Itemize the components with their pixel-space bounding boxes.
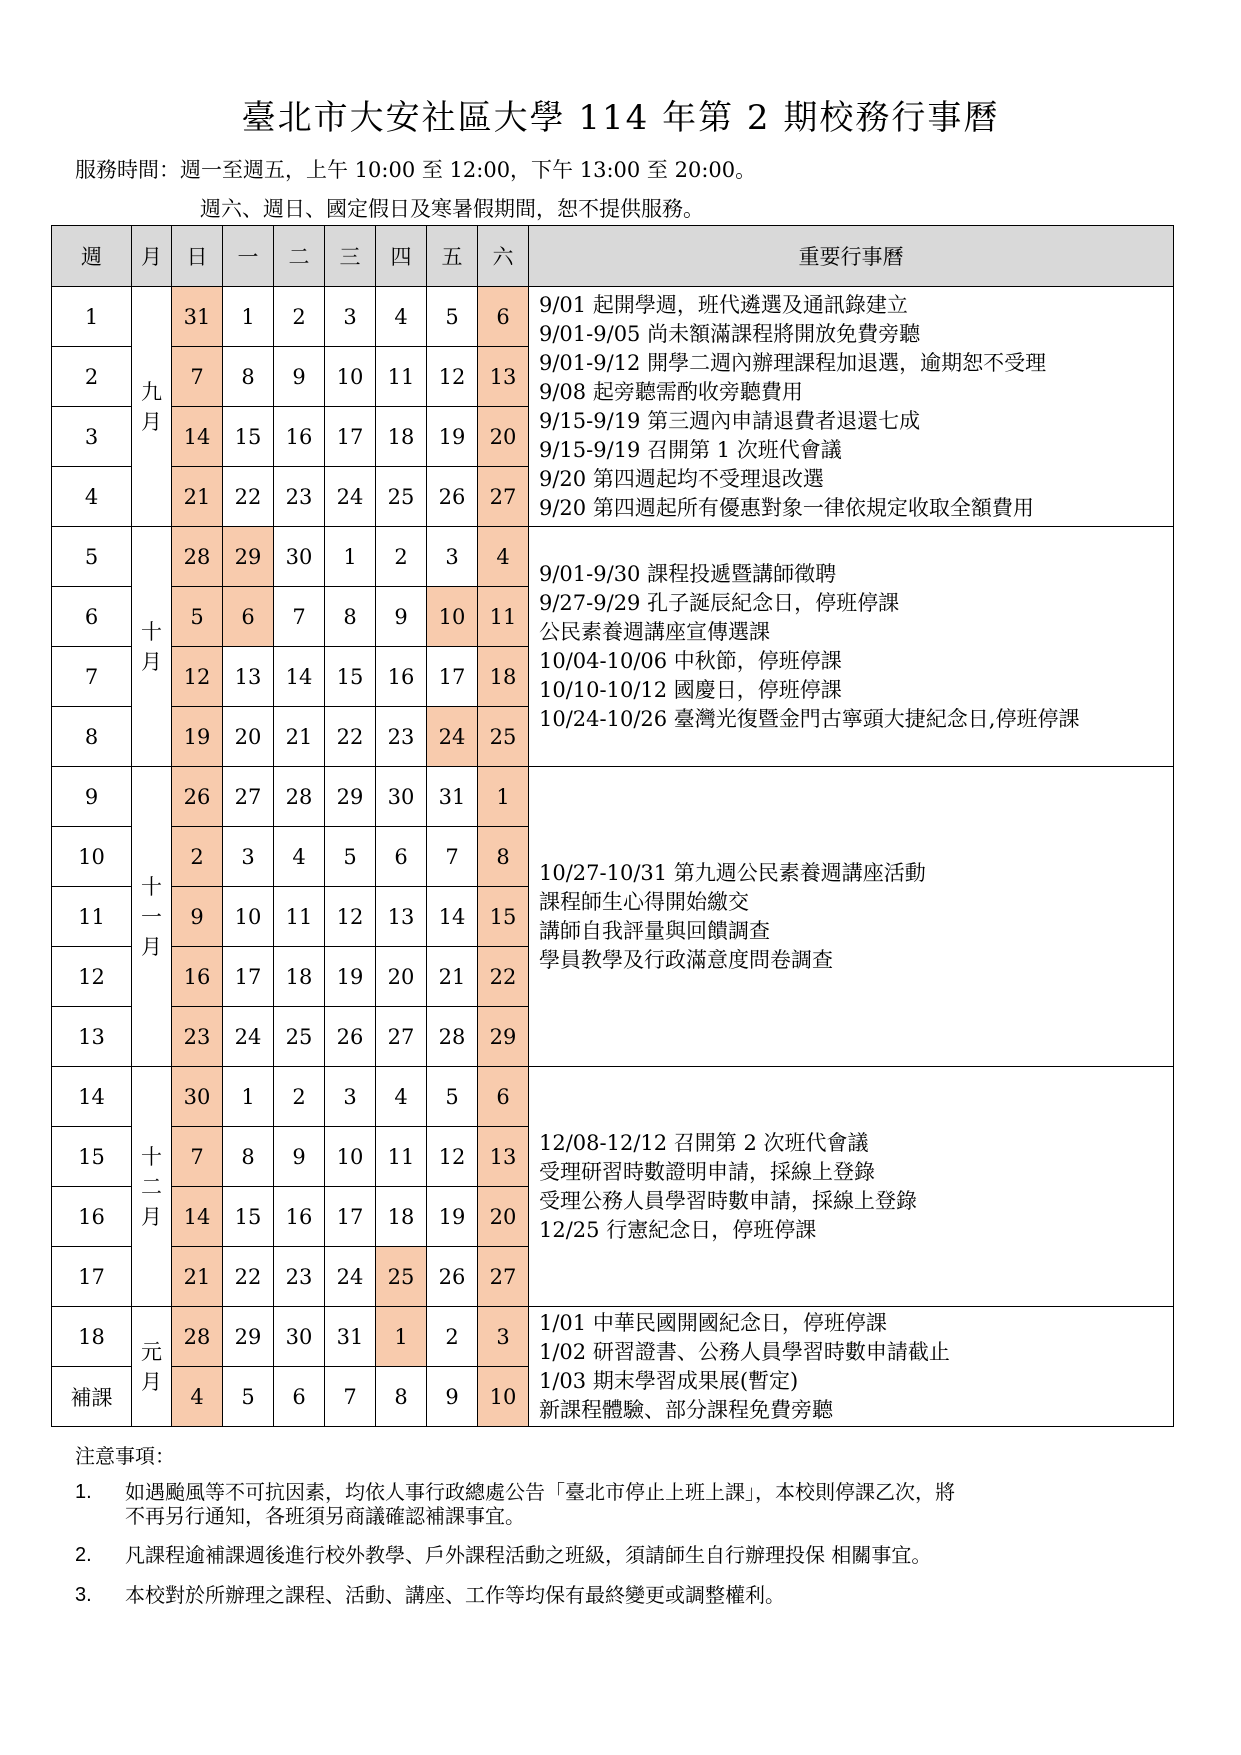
day-cell-sat: 10 [478, 1367, 529, 1427]
day-cell-wed: 8 [325, 587, 376, 647]
month-char: 十 [141, 1144, 162, 1169]
day-cell-thu: 2 [376, 527, 427, 587]
day-cell-thu: 6 [376, 827, 427, 887]
week-number: 12 [52, 947, 132, 1007]
day-cell-sun: 4 [172, 1367, 223, 1427]
event-item: 新課程體驗、部分課程免費旁聽 [539, 1397, 833, 1422]
day-cell-sat: 27 [478, 467, 529, 527]
event-item: 受理研習時數證明申請，採線上登錄 [539, 1159, 875, 1184]
day-cell-fri: 19 [427, 1187, 478, 1247]
day-cell-mon: 3 [223, 827, 274, 887]
day-cell-mon: 8 [223, 347, 274, 407]
note-text: 不再另行通知，各班須另商議確認補課事宜。 [125, 1504, 525, 1528]
month-char: 二 [141, 1174, 162, 1199]
day-cell-thu: 18 [376, 407, 427, 467]
event-item: 10/27-10/31 第九週公民素養週講座活動 [539, 860, 926, 885]
day-cell-sat: 6 [478, 287, 529, 347]
header-day-fri: 五 [427, 226, 478, 287]
events-november [529, 767, 1174, 1067]
event-item: 9/15-9/19 召開第 1 次班代會議 [539, 437, 842, 462]
day-cell-thu: 25 [376, 1247, 427, 1307]
note-text: 凡課程逾補課週後進行校外教學、戶外課程活動之班級，須請師生自行辦理投保 相關事宜。 [125, 1543, 932, 1567]
day-cell-fri: 26 [427, 1247, 478, 1307]
day-cell-tue: 28 [274, 767, 325, 827]
day-cell-tue: 4 [274, 827, 325, 887]
day-cell-fri: 2 [427, 1307, 478, 1367]
day-cell-sat: 13 [478, 347, 529, 407]
header-day-wed: 三 [325, 226, 376, 287]
day-cell-sun: 12 [172, 647, 223, 707]
day-cell-thu: 11 [376, 347, 427, 407]
event-item: 12/25 行憲紀念日，停班停課 [539, 1217, 817, 1242]
week-number: 7 [52, 647, 132, 707]
header-day-tue: 二 [274, 226, 325, 287]
day-cell-sat: 8 [478, 827, 529, 887]
day-cell-wed: 10 [325, 347, 376, 407]
day-cell-sun: 23 [172, 1007, 223, 1067]
day-cell-wed: 17 [325, 407, 376, 467]
month-label [132, 1307, 172, 1427]
week-number: 17 [52, 1247, 132, 1307]
day-cell-thu: 13 [376, 887, 427, 947]
day-cell-fri: 24 [427, 707, 478, 767]
table-row [52, 287, 1174, 347]
week-number: 3 [52, 407, 132, 467]
day-cell-fri: 12 [427, 347, 478, 407]
day-cell-sat: 15 [478, 887, 529, 947]
day-cell-tue: 7 [274, 587, 325, 647]
note-number: 2. [75, 1544, 92, 1566]
day-cell-wed: 19 [325, 947, 376, 1007]
event-item: 12/08-12/12 召開第 2 次班代會議 [539, 1130, 869, 1155]
month-char: 月 [141, 409, 162, 434]
day-cell-thu: 18 [376, 1187, 427, 1247]
day-cell-tue: 2 [274, 287, 325, 347]
day-cell-mon: 15 [223, 1187, 274, 1247]
day-cell-wed: 22 [325, 707, 376, 767]
month-char: 元 [141, 1339, 162, 1364]
header-row [52, 226, 1174, 287]
week-number: 1 [52, 287, 132, 347]
header-week: 週 [52, 226, 132, 287]
day-cell-sun: 21 [172, 467, 223, 527]
day-cell-mon: 29 [223, 527, 274, 587]
day-cell-fri: 28 [427, 1007, 478, 1067]
notes-heading: 注意事項： [75, 1444, 175, 1468]
day-cell-mon: 1 [223, 287, 274, 347]
day-cell-wed: 17 [325, 1187, 376, 1247]
day-cell-sat: 20 [478, 1187, 529, 1247]
day-cell-thu: 30 [376, 767, 427, 827]
service-hours: 服務時間：週一至週五，上午 10:00 至 12:00，下午 13:00 至 20:00。 [75, 158, 757, 182]
month-char: 十 [141, 619, 162, 644]
day-cell-tue: 6 [274, 1367, 325, 1427]
day-cell-wed: 12 [325, 887, 376, 947]
day-cell-sat: 20 [478, 407, 529, 467]
day-cell-sun: 7 [172, 1127, 223, 1187]
day-cell-sat: 6 [478, 1067, 529, 1127]
event-item: 1/03 期末學習成果展(暫定) [539, 1368, 799, 1393]
day-cell-tue: 14 [274, 647, 325, 707]
day-cell-fri: 10 [427, 587, 478, 647]
day-cell-wed: 1 [325, 527, 376, 587]
day-cell-fri: 5 [427, 1067, 478, 1127]
month-label [132, 287, 172, 527]
day-cell-mon: 24 [223, 1007, 274, 1067]
event-item: 受理公務人員學習時數申請，採線上登錄 [539, 1188, 917, 1213]
event-item: 9/20 第四週起所有優惠對象一律依規定收取全額費用 [539, 495, 1034, 520]
month-label [132, 527, 172, 767]
day-cell-sun: 14 [172, 1187, 223, 1247]
event-item: 9/27-9/29 孔子誕辰紀念日，停班停課 [539, 590, 900, 615]
day-cell-tue: 30 [274, 527, 325, 587]
day-cell-fri: 26 [427, 467, 478, 527]
day-cell-sun: 21 [172, 1247, 223, 1307]
day-cell-mon: 22 [223, 1247, 274, 1307]
day-cell-tue: 16 [274, 407, 325, 467]
week-number: 6 [52, 587, 132, 647]
day-cell-sat: 1 [478, 767, 529, 827]
day-cell-mon: 20 [223, 707, 274, 767]
day-cell-sat: 3 [478, 1307, 529, 1367]
day-cell-wed: 26 [325, 1007, 376, 1067]
week-number: 11 [52, 887, 132, 947]
table-row [52, 1307, 1174, 1367]
day-cell-tue: 21 [274, 707, 325, 767]
week-number: 14 [52, 1067, 132, 1127]
day-cell-sat: 4 [478, 527, 529, 587]
day-cell-tue: 11 [274, 887, 325, 947]
event-item: 9/01-9/05 尚未額滿課程將開放免費旁聽 [539, 321, 921, 346]
day-cell-sat: 11 [478, 587, 529, 647]
month-char: 十 [141, 874, 162, 899]
day-cell-mon: 27 [223, 767, 274, 827]
day-cell-mon: 17 [223, 947, 274, 1007]
header-day-mon: 一 [223, 226, 274, 287]
day-cell-mon: 10 [223, 887, 274, 947]
event-item: 9/01-9/30 課程投遞暨講師徵聘 [539, 561, 837, 586]
month-char: 月 [141, 934, 162, 959]
week-number: 4 [52, 467, 132, 527]
event-item: 9/08 起旁聽需酌收旁聽費用 [539, 379, 803, 404]
table-row [52, 1067, 1174, 1127]
month-char: 月 [141, 1204, 162, 1229]
events-december [529, 1067, 1174, 1307]
day-cell-thu: 4 [376, 1067, 427, 1127]
day-cell-tue: 2 [274, 1067, 325, 1127]
week-number: 16 [52, 1187, 132, 1247]
event-item: 1/01 中華民國開國紀念日，停班停課 [539, 1310, 887, 1335]
event-item: 10/10-10/12 國慶日，停班停課 [539, 677, 842, 702]
header-month: 月 [132, 226, 172, 287]
day-cell-fri: 9 [427, 1367, 478, 1427]
day-cell-tue: 30 [274, 1307, 325, 1367]
events-september [529, 287, 1174, 527]
header-day-thu: 四 [376, 226, 427, 287]
day-cell-thu: 25 [376, 467, 427, 527]
day-cell-fri: 5 [427, 287, 478, 347]
day-cell-sun: 9 [172, 887, 223, 947]
day-cell-fri: 19 [427, 407, 478, 467]
day-cell-tue: 23 [274, 467, 325, 527]
day-cell-wed: 3 [325, 287, 376, 347]
page-title: 臺北市大安社區大學 114 年第 2 期校務行事曆 [241, 98, 1000, 138]
week-number: 13 [52, 1007, 132, 1067]
header-events: 重要行事曆 [529, 226, 1174, 287]
day-cell-sat: 22 [478, 947, 529, 1007]
week-number: 18 [52, 1307, 132, 1367]
day-cell-thu: 8 [376, 1367, 427, 1427]
day-cell-wed: 7 [325, 1367, 376, 1427]
day-cell-tue: 23 [274, 1247, 325, 1307]
event-item: 9/20 第四週起均不受理退改選 [539, 466, 824, 491]
events-october [529, 527, 1174, 767]
day-cell-thu: 27 [376, 1007, 427, 1067]
table-row [52, 767, 1174, 827]
day-cell-fri: 12 [427, 1127, 478, 1187]
day-cell-thu: 20 [376, 947, 427, 1007]
day-cell-thu: 16 [376, 647, 427, 707]
day-cell-thu: 1 [376, 1307, 427, 1367]
day-cell-tue: 16 [274, 1187, 325, 1247]
day-cell-sat: 29 [478, 1007, 529, 1067]
day-cell-mon: 22 [223, 467, 274, 527]
month-char: 九 [141, 379, 162, 404]
day-cell-sun: 28 [172, 527, 223, 587]
event-item: 9/15-9/19 第三週內申請退費者退還七成 [539, 408, 921, 433]
day-cell-sat: 27 [478, 1247, 529, 1307]
day-cell-fri: 7 [427, 827, 478, 887]
day-cell-tue: 9 [274, 1127, 325, 1187]
day-cell-fri: 21 [427, 947, 478, 1007]
day-cell-fri: 17 [427, 647, 478, 707]
day-cell-thu: 11 [376, 1127, 427, 1187]
day-cell-wed: 31 [325, 1307, 376, 1367]
service-hours-note: 週六、週日、國定假日及寒暑假期間，恕不提供服務。 [200, 197, 704, 221]
day-cell-wed: 3 [325, 1067, 376, 1127]
day-cell-sat: 25 [478, 707, 529, 767]
note-text: 如遇颱風等不可抗因素，均依人事行政總處公告「臺北市停止上班上課」，本校則停課乙次，將 [125, 1480, 955, 1504]
month-char: 一 [141, 904, 162, 929]
day-cell-fri: 14 [427, 887, 478, 947]
day-cell-mon: 5 [223, 1367, 274, 1427]
day-cell-sun: 30 [172, 1067, 223, 1127]
day-cell-wed: 5 [325, 827, 376, 887]
day-cell-sat: 13 [478, 1127, 529, 1187]
event-item: 課程師生心得開始繳交 [539, 889, 749, 914]
day-cell-wed: 10 [325, 1127, 376, 1187]
header-day-sat: 六 [478, 226, 529, 287]
note-text: 本校對於所辦理之課程、活動、講座、工作等均保有最終變更或調整權利。 [125, 1583, 785, 1607]
day-cell-sun: 19 [172, 707, 223, 767]
note-number: 3. [75, 1584, 92, 1606]
week-number: 2 [52, 347, 132, 407]
day-cell-mon: 15 [223, 407, 274, 467]
week-number: 補課 [52, 1367, 132, 1427]
week-number: 15 [52, 1127, 132, 1187]
day-cell-sat: 18 [478, 647, 529, 707]
day-cell-sun: 7 [172, 347, 223, 407]
day-cell-tue: 18 [274, 947, 325, 1007]
event-item: 9/01 起開學週，班代遴選及通訊錄建立 [539, 292, 908, 317]
event-item: 9/01-9/12 開學二週內辦理課程加退選，逾期恕不受理 [539, 350, 1047, 375]
day-cell-sun: 2 [172, 827, 223, 887]
day-cell-sun: 26 [172, 767, 223, 827]
event-item: 1/02 研習證書、公務人員學習時數申請截止 [539, 1339, 950, 1364]
day-cell-sun: 31 [172, 287, 223, 347]
event-item: 學員教學及行政滿意度問卷調查 [539, 947, 833, 972]
week-number: 9 [52, 767, 132, 827]
day-cell-wed: 24 [325, 1247, 376, 1307]
event-item: 10/04-10/06 中秋節，停班停課 [539, 648, 842, 673]
week-number: 10 [52, 827, 132, 887]
day-cell-wed: 15 [325, 647, 376, 707]
day-cell-thu: 4 [376, 287, 427, 347]
day-cell-fri: 31 [427, 767, 478, 827]
week-number: 8 [52, 707, 132, 767]
events-january [529, 1307, 1174, 1427]
month-char: 月 [141, 1369, 162, 1394]
day-cell-thu: 23 [376, 707, 427, 767]
day-cell-mon: 8 [223, 1127, 274, 1187]
day-cell-wed: 29 [325, 767, 376, 827]
day-cell-wed: 24 [325, 467, 376, 527]
day-cell-sun: 14 [172, 407, 223, 467]
day-cell-mon: 13 [223, 647, 274, 707]
day-cell-sun: 16 [172, 947, 223, 1007]
day-cell-mon: 29 [223, 1307, 274, 1367]
header-day-sun: 日 [172, 226, 223, 287]
day-cell-mon: 1 [223, 1067, 274, 1127]
day-cell-fri: 3 [427, 527, 478, 587]
day-cell-sun: 28 [172, 1307, 223, 1367]
note-number: 1. [75, 1481, 92, 1503]
week-number: 5 [52, 527, 132, 587]
event-item: 講師自我評量與回饋調查 [539, 918, 770, 943]
event-item: 公民素養週講座宣傳選課 [539, 619, 770, 644]
month-char: 月 [141, 649, 162, 674]
day-cell-thu: 9 [376, 587, 427, 647]
day-cell-tue: 25 [274, 1007, 325, 1067]
day-cell-mon: 6 [223, 587, 274, 647]
event-item: 10/24-10/26 臺灣光復暨金門古寧頭大捷紀念日,停班停課 [539, 706, 1080, 731]
month-label [132, 1067, 172, 1307]
day-cell-sun: 5 [172, 587, 223, 647]
day-cell-tue: 9 [274, 347, 325, 407]
table-row [52, 527, 1174, 587]
calendar-table [51, 225, 1174, 1427]
month-label [132, 767, 172, 1067]
